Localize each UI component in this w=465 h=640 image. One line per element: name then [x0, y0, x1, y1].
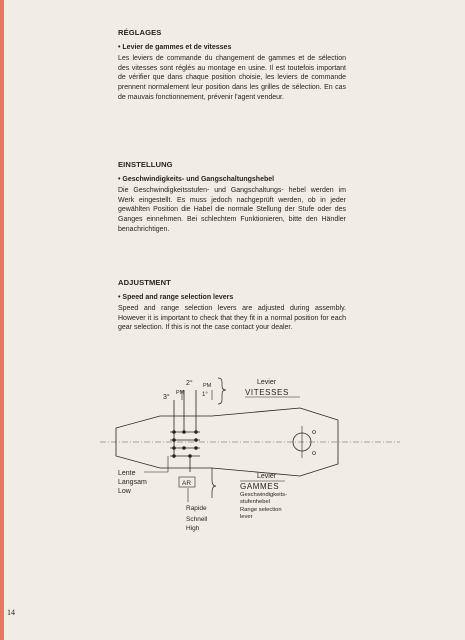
gammes-en-line1: Range selection	[240, 507, 282, 513]
slow-label-fr: Lente	[118, 470, 136, 477]
gear-pm-right-label: PM	[203, 383, 212, 389]
slow-label-en: Low	[118, 488, 131, 495]
fast-label-fr: Rapide	[186, 505, 207, 512]
fast-label-de: Schnell	[186, 516, 208, 523]
section-subheading: • Geschwindigkeits- und Gangschaltungshebel	[118, 176, 275, 183]
vitesses-lever-label: Levier	[257, 379, 277, 386]
vitesses-bracket	[218, 378, 226, 404]
slow-leader-line	[144, 456, 168, 472]
section-body: Les leviers de commande du changement de gammes et de sélection des vitesses sont réglés au montage en usine. Il est toutefois important de vérifier que dans chaque position choisie, les leviers de commande prennent normalement leur position dans les grilles de sélection. En cas de mauvais fonctionnement, prévenir l'agent vendeur.	[118, 55, 346, 101]
pivot-dot	[313, 431, 316, 434]
gammes-en-line2: lever	[240, 514, 253, 520]
pivot-dot	[313, 452, 316, 455]
gammes-de-line2: stufenhebel	[240, 499, 270, 505]
slow-labels	[118, 469, 147, 496]
section-heading: RÉGLAGES	[118, 28, 162, 37]
section-heading: ADJUSTMENT	[118, 278, 171, 287]
gear-2-label: 2°	[186, 380, 193, 387]
section-subheading: • Speed and range selection levers	[118, 294, 234, 301]
vitesses-name-label: VITESSES	[245, 388, 289, 397]
section-body: Die Geschwindigkeitsstufen- und Gangschaltungs- hebel werden im Werk eingestellt. Es muss jedoch nachgeprüft werden, ob in jeder gewählten Position die Habel die normale Stellung der Stufe oder des Ganges einnehmen. Bei schlechtem Funktionieren, bitte den Händler benachrichtigen.	[118, 187, 346, 233]
gammes-name-label: GAMMES	[240, 482, 280, 491]
gear-3-label: 3°	[163, 394, 170, 401]
page-edge-stripe	[0, 0, 4, 640]
gear-ar-label: AR	[182, 480, 192, 487]
page-number: 14	[7, 608, 15, 617]
gear-gate-dots	[172, 430, 198, 458]
section-heading: EINSTELLUNG	[118, 160, 173, 169]
fast-labels	[186, 516, 207, 533]
section-german	[118, 160, 346, 235]
section-body: Speed and range selection levers are adjusted during assembly. However it is important to check that they fit in a normal position for each gear selection. If this is not the case contact your dealer.	[118, 305, 346, 332]
gear-pm-left-label: PM	[176, 390, 185, 396]
gear-1-label: 1°	[202, 392, 208, 398]
section-french	[118, 28, 346, 103]
gammes-de-line1: Geschwindigkeits-	[240, 492, 288, 498]
fast-label-en: High	[186, 524, 200, 532]
section-english	[118, 278, 346, 333]
gammes-lever-label: Levier	[257, 473, 277, 480]
section-subheading: • Levier de gammes et de vitesses	[118, 44, 232, 51]
gammes-bracket	[212, 468, 216, 498]
slow-label-de: Langsam	[118, 479, 147, 486]
